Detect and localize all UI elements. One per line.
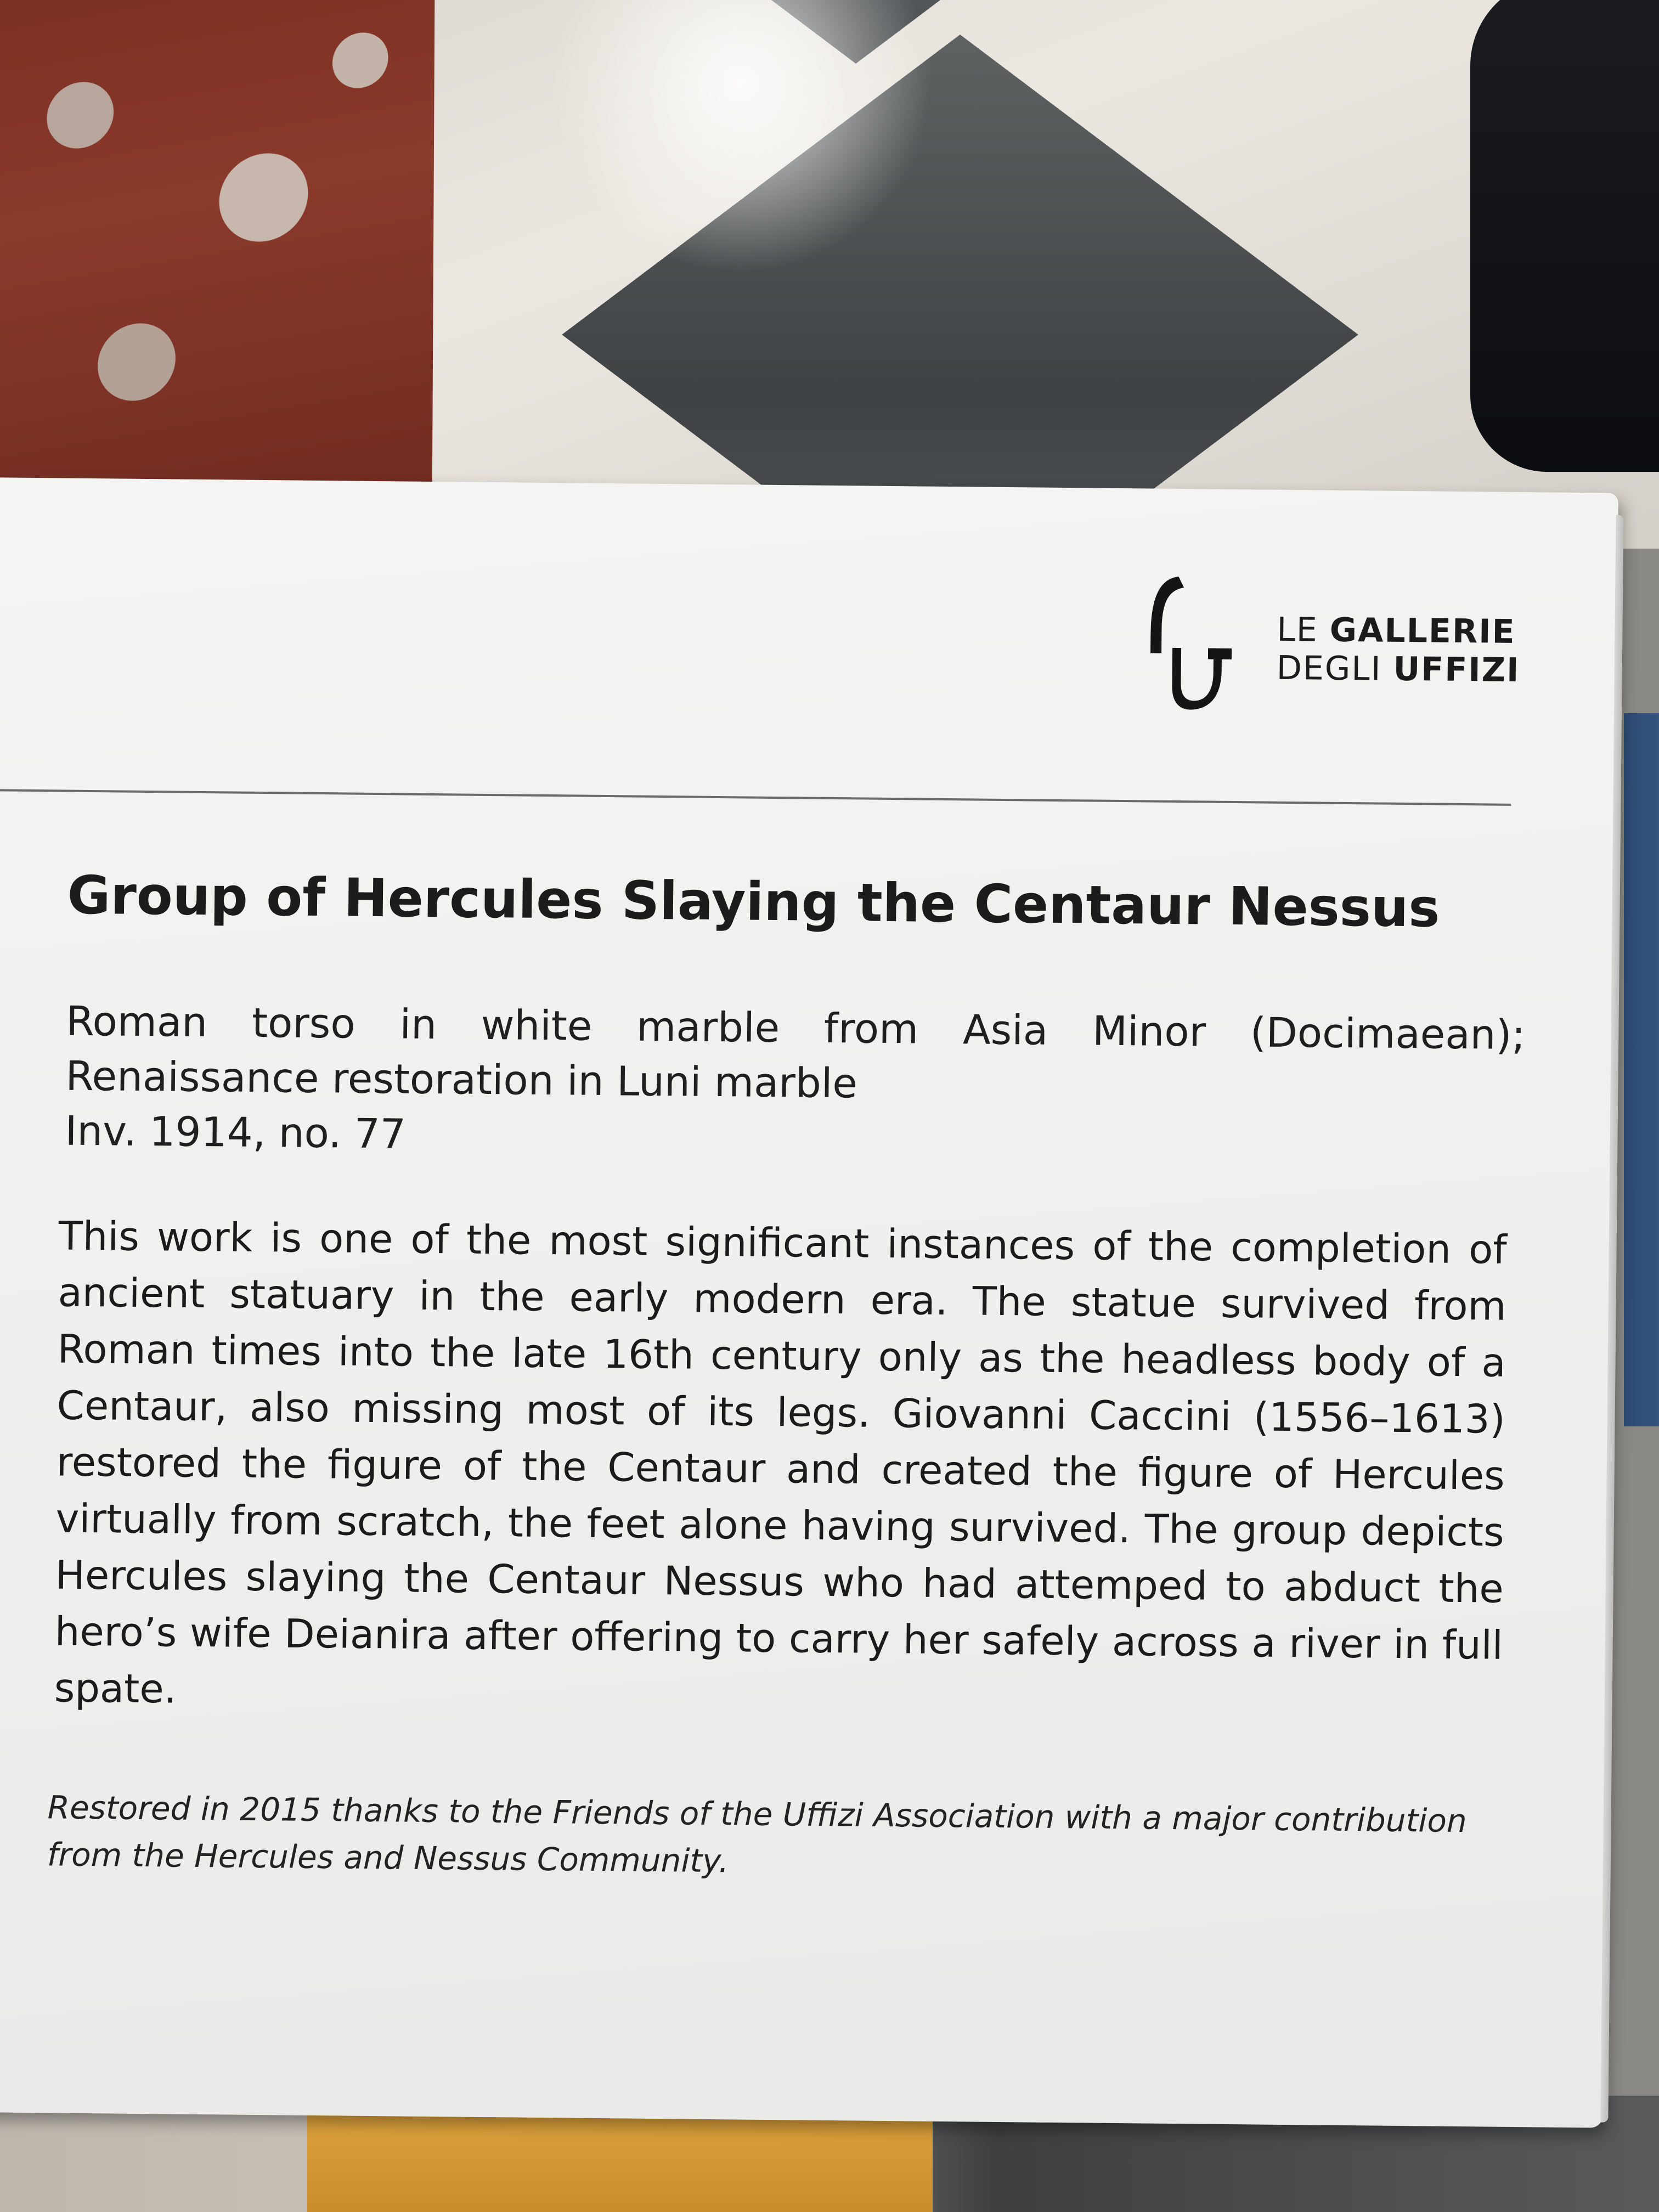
divider-rule — [0, 789, 1511, 806]
artwork-description — [54, 1207, 1507, 1730]
description-text: This work is one of the most significant instances of the completion of ancient statuary in the early modern era. The statue survived from Roman times into the late 16th century only as the headless body of a Centaur, also missing most of its legs. Giovanni Caccini (1556–1613) restored the figure of the Centaur and created the figure of Hercules virtually from scratch, the feet alone having survived. The group depicts Hercules slaying the Centaur Nessus who had attemped to abduct the hero’s wife Deianira after offering to carry her safely across a river in full spate. — [54, 1212, 1508, 1712]
logo-line-2-light: DEGLI — [1276, 648, 1393, 689]
inventory-number: Inv. 1914, no. 77 — [65, 1107, 407, 1158]
materials-line-2: Renaissance restoration in Luni marble — [65, 1052, 858, 1108]
logo-line-1-bold: GALLERIE — [1329, 611, 1516, 651]
black-bag — [1470, 0, 1659, 472]
artwork-title: Group of Hercules Slaying the Centaur Nessus — [67, 864, 1440, 939]
uffizi-logo-icon — [1139, 565, 1234, 725]
uffizi-logo-text — [1276, 611, 1520, 690]
restoration-credit — [47, 1784, 1507, 1892]
logo-line-2-bold: UFFIZI — [1393, 650, 1520, 690]
materials-line-1: Roman torso in white marble from Asia Minor (Docimaean); — [66, 997, 1526, 1059]
logo-line-2 — [1276, 649, 1520, 690]
person-leg — [1624, 713, 1659, 1426]
museum-placard — [0, 477, 1618, 2128]
credit-text: Restored in 2015 thanks to the Friends of the Uffizi Association with a major contribution from the Hercules and Nessus Community. — [47, 1788, 1468, 1880]
artwork-details — [65, 994, 1526, 1173]
logo-line-1 — [1277, 611, 1520, 651]
logo-line-1-light: LE — [1277, 610, 1330, 650]
floor-glare — [549, 0, 933, 274]
